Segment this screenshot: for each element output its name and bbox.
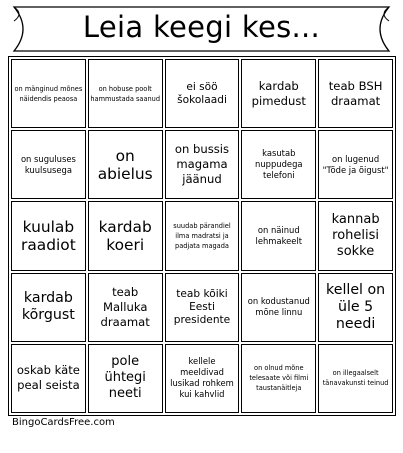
cell-text: suudab pärandiel ilma madratsi ja padjata magada <box>173 221 231 250</box>
bingo-cell[interactable] <box>165 59 240 128</box>
cell-text: on bussis magama jäänud <box>174 142 230 187</box>
bingo-cell[interactable] <box>165 273 240 342</box>
cell-text: on olnud mõne telesaate või filmi taustanäitleja <box>249 364 309 393</box>
cell-text: teab kõiki Eesti presidente <box>173 287 231 326</box>
bingo-cell[interactable] <box>165 130 240 199</box>
cell-text: on suguluses kuulsusega <box>20 153 76 175</box>
cell-text: kasutab nuppudega telefoni <box>255 148 303 181</box>
cell-text: kannab rohelisi sokke <box>331 211 380 259</box>
bingo-cell[interactable] <box>88 130 163 199</box>
cell-text: ei söö šokolaadi <box>177 80 227 106</box>
page-title: Leia keegi kes... <box>82 10 321 44</box>
bingo-cell[interactable] <box>318 130 393 199</box>
cell-text: on abielus <box>97 146 153 183</box>
cell-text: kuulab raadiot <box>21 217 76 254</box>
bingo-cell[interactable] <box>11 130 86 199</box>
cell-text: kardab koeri <box>98 217 152 254</box>
footer-credit: BingoCardsFree.com <box>12 417 115 428</box>
bingo-cell[interactable] <box>88 201 163 270</box>
bingo-cell[interactable] <box>241 59 316 128</box>
bingo-cell[interactable] <box>11 344 86 413</box>
bingo-cell[interactable] <box>11 273 86 342</box>
cell-text: on mänginud mõnes näidendis peaosa <box>14 84 83 103</box>
cell-text: on lugenud "Tõde ja õigust" <box>322 153 389 175</box>
bingo-cell[interactable] <box>318 59 393 128</box>
bingo-cell[interactable] <box>11 201 86 270</box>
bingo-cell[interactable] <box>241 344 316 413</box>
cell-text: teab BSH draamat <box>328 78 383 108</box>
bingo-cell[interactable] <box>318 273 393 342</box>
cell-text: kardab pimedust <box>251 78 306 108</box>
cell-text: kardab kõrgust <box>21 290 75 324</box>
bingo-cell[interactable] <box>241 130 316 199</box>
cell-text: kellele meeldivad lusikad rohkem kui kahvlid <box>170 356 234 400</box>
bingo-cell[interactable] <box>241 201 316 270</box>
cell-text: on hobuse poolt hammustada saanud <box>90 84 161 103</box>
bingo-cell[interactable] <box>88 59 163 128</box>
bingo-cell[interactable] <box>241 273 316 342</box>
cell-text: pole ühtegi neeti <box>104 354 146 402</box>
bingo-cell[interactable] <box>165 201 240 270</box>
cell-text: teab Malluka draamat <box>100 284 150 329</box>
bingo-cell[interactable] <box>88 273 163 342</box>
cell-text: on näinud lehmakeelt <box>255 224 303 246</box>
bingo-cell[interactable] <box>11 59 86 128</box>
title-banner <box>6 4 397 54</box>
bingo-cell[interactable] <box>318 201 393 270</box>
cell-text: oskab käte peal seista <box>16 363 80 393</box>
cell-text: on illegaalselt tänavakunsti teinud <box>322 369 389 388</box>
bingo-grid <box>8 56 396 416</box>
cell-text: kellel on üle 5 needi <box>326 281 386 332</box>
bingo-cell[interactable] <box>165 344 240 413</box>
cell-text: on kodustanud mõne linnu <box>247 296 310 318</box>
bingo-cell[interactable] <box>318 344 393 413</box>
bingo-cell[interactable] <box>88 344 163 413</box>
